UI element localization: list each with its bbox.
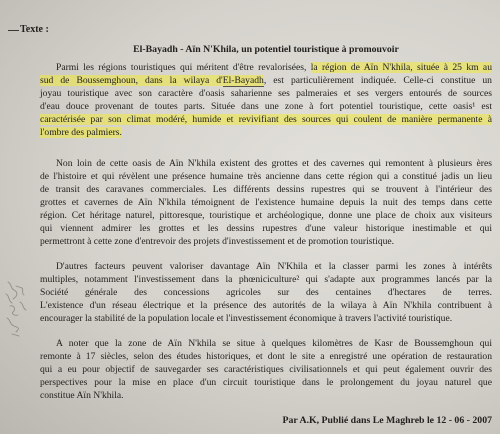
paragraph bbox=[40, 260, 492, 325]
text-line bbox=[40, 389, 492, 402]
text-segment: grottes et cavernes de Aïn N'khila témoignent de l'existence humaine depuis la nuit des temps dans cette bbox=[40, 197, 492, 208]
text-segment: remonte à 17 siècles, selon des études historiques, et dont le site a enregistré une opération de restauration bbox=[40, 351, 492, 362]
highlighted-text: l'ombre des palmiers. bbox=[40, 127, 122, 138]
text-line bbox=[40, 209, 492, 222]
text-segment: qui a eu pour objectif de sauvegarder ses caractéristiques civilisationnels et qui peut également ouvrir des bbox=[40, 364, 492, 375]
text-line bbox=[40, 170, 492, 183]
text-segment: Parmi les régions touristiques qui méritent d'être revalorisées, bbox=[56, 62, 311, 73]
text-line bbox=[40, 363, 492, 376]
text-label: Texte : bbox=[20, 24, 49, 35]
text-line bbox=[40, 260, 492, 273]
paragraph bbox=[40, 337, 492, 402]
text-segment: de transit des caravanes commerciales. Les différents dessins rupestres qui se trouvent à l'intérieur des bbox=[40, 184, 492, 195]
text-line bbox=[40, 235, 492, 248]
margin-handwriting bbox=[2, 278, 36, 340]
text-segment: L'existence d'un réseau électrique et la présence des autorités de la wilaya à Aïn N'khila contribuent à bbox=[40, 300, 492, 311]
text-line bbox=[40, 286, 492, 299]
text-line bbox=[40, 113, 492, 126]
text-segment: multiples, notamment l'investissement dans la phœniciculture² qui s'adapte aux programmes lancés par la bbox=[40, 274, 492, 285]
text-line bbox=[40, 183, 492, 196]
label-dash bbox=[8, 30, 19, 31]
highlighted-text: la région de Aïn N'khila, située à 25 km au bbox=[310, 62, 492, 73]
text-segment: joyau touristique avec son caractère d'oasis saharienne ses palmeraies et ses vergers entourés de sources bbox=[40, 88, 492, 99]
text-line bbox=[40, 74, 492, 87]
text-line bbox=[40, 337, 492, 350]
text-segment: D'autres facteurs peuvent valoriser davantage Aïn N'Khila et la classer parmi les zones à intérêts bbox=[56, 261, 492, 272]
text-line bbox=[40, 157, 492, 170]
text-segment: permettront à cette zone d'entrevoir des projets d'investissement et de promotion touristique. bbox=[40, 236, 395, 247]
text-segment: constitue Aïn N'khila. bbox=[40, 390, 124, 401]
text-line bbox=[40, 222, 492, 235]
text-segment: de l'histoire et qui révèlent une présence humaine très ancienne dans cette région qui a constitué jadis un lieu bbox=[40, 171, 492, 182]
text-line bbox=[40, 61, 492, 74]
text-segment: d'eau douce provenant de toutes parts. Située dans une zone à fort potentiel touristique, cette oasis¹ est bbox=[40, 101, 492, 112]
text-line bbox=[40, 376, 492, 389]
text-line bbox=[40, 299, 492, 312]
text-line bbox=[40, 196, 492, 209]
text-line bbox=[40, 87, 492, 100]
text-segment: région. Cet héritage naturel, pittoresque, touristique et archéologique, donne une place de choix aux visiteurs bbox=[40, 210, 492, 221]
paragraph bbox=[40, 157, 492, 248]
text-segment: Société générale des concessions agricoles sur des centaines d'hectares de terres. bbox=[40, 287, 492, 298]
highlighted-text: caractérisée par son climat modéré, humide et revivifiant des sources qui coulent de manière permanente à bbox=[40, 114, 492, 125]
text-line bbox=[40, 273, 492, 286]
paragraph bbox=[40, 61, 492, 139]
text-line bbox=[40, 350, 492, 363]
highlighted-text: sud de Boussemghoun, dans la wilaya d' bbox=[40, 75, 223, 86]
signature: Par A.K, Publié dans Le Maghreb le 12 - 06 - 2007 bbox=[282, 415, 492, 426]
text-line bbox=[40, 126, 492, 139]
text-segment: perspectives pour la mise en place d'un circuit touristique dans le prolongement du joyau naturel que bbox=[40, 377, 492, 388]
article-title: El-Bayadh - Aïn N'Khila, un potentiel touristique à promouvoir bbox=[133, 44, 399, 55]
highlighted-text: El-Bayadh bbox=[222, 75, 264, 86]
article-body bbox=[40, 61, 492, 402]
text-segment: encourager la stabilité de la population locale et l'investissement économique à travers l'activité touristique. bbox=[40, 313, 453, 324]
text-line bbox=[40, 312, 492, 325]
text-line bbox=[40, 100, 492, 113]
text-segment: qui viennent admirer les grottes et les dessins rupestres d'une valeur historique inestimable et qui bbox=[40, 223, 492, 234]
text-segment: Non loin de cette oasis de Aïn N'khila existent des grottes et des cavernes qui remontent à plusieurs ères bbox=[56, 158, 492, 169]
text-segment: , est particulièrement indiquée. Celle-ci constitue un bbox=[263, 75, 492, 86]
text-segment: A noter que la zone de Aïn N'khila se situe à quelques kilomètres de Kasr de Boussemghoun qui bbox=[56, 338, 492, 349]
